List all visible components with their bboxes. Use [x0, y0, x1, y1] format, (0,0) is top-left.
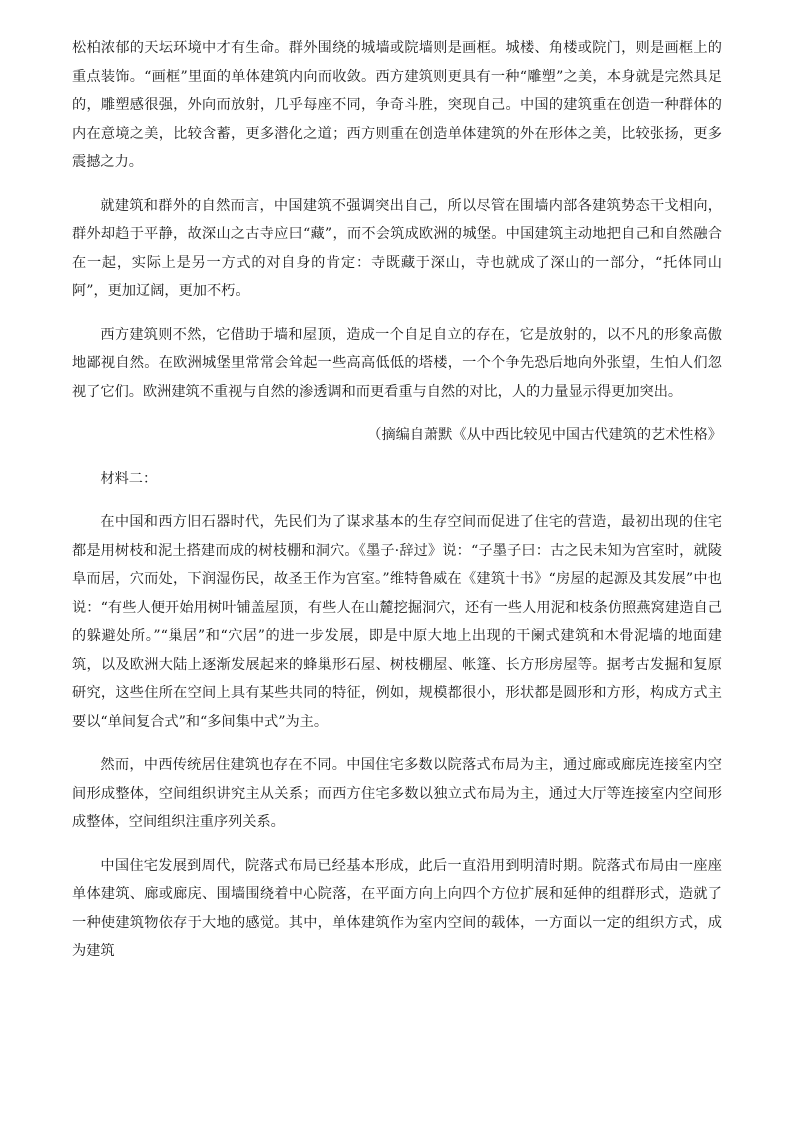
paragraph-4: 在中国和西方旧石器时代，先民们为了谋求基本的生存空间而促进了住宅的营造，最初出现的住宅都是用树枝和泥土搭建而成的树枝棚和洞穴。《墨子·辞过》说：“子墨子曰：古之民未知为宫室时，就陵阜而居，穴而处，下润湿伤民，故圣王作为宫室。”维特鲁威在《建筑十书》“房屋的起源及其发展”中也说：“有些人便开始用树叶铺盖屋顶，有些人在山麓挖掘洞穴，还有一些人用泥和枝条仿照燕窝建造自己的躲避处所。”“巢居”和“穴居”的进一步发展，即是中原大地上出现的干阑式建筑和木骨泥墙的地面建筑，以及欧洲大陆上逐渐发展起来的蜂巢形石屋、树枝棚屋、帐篷、长方形房屋等。据考古发掘和复原研究，这些住所在空间上具有某些共同的特征，例如，规模都很小，形状都是圆形和方形，构成方式主要以“单间复合式”和“多间集中式”为主。 [72, 514, 722, 730]
paragraph-1: 松柏浓郁的天坛环境中才有生命。群外围绕的城墙或院墙则是画框。城楼、角楼或院门，则是画框上的重点装饰。“画框”里面的单体建筑内向而收敛。西方建筑则更具有一种“雕塑”之美，本身就是完然具足的，雕塑感很强，外向而放射，几乎每座不同，争奇斗胜，突现自己。中国的建筑重在创造一种群体的内在意境之美，比较含蓄，更多潜化之道；西方则重在创造单体建筑的外在形体之美，比较张扬，更多震撼之力。 [72, 40, 722, 170]
paragraph-6: 中国住宅发展到周代，院落式布局已经基本形成，此后一直沿用到明清时期。院落式布局由一座座单体建筑、廊或廊庑、围墙围绕着中心院落，在平面方向上向四个方位扩展和延伸的组群形式，造就了一种使建筑物依存于大地的感觉。其中，单体建筑作为室内空间的载体，一方面以一定的组织方式，成为建筑 [72, 857, 722, 959]
source-citation: （摘编自萧默《从中西比较见中国古代建筑的艺术性格》 [367, 427, 722, 443]
paragraph-5: 然而，中西传统居住建筑也存在不同。中国住宅多数以院落式布局为主，通过廊或廊庑连接室内空间形成整体，空间组织讲究主从关系；而西方住宅多数以独立式布局为主，通过大厅等连接室内空间形成整体，空间组织注重序列关系。 [72, 757, 722, 830]
paragraph-3: 西方建筑则不然，它借助于墙和屋顶，造成一个自足自立的存在，它是放射的，以不凡的形象高傲地鄙视自然。在欧洲城堡里常常会耸起一些高高低低的塔楼，一个个争先恐后地向外张望，生怕人们忽视了它们。欧洲建筑不重视与自然的渗透调和而更看重与自然的对比，人的力量显示得更加突出。 [72, 326, 722, 400]
paragraph-2: 就建筑和群外的自然而言，中国建筑不强调突出自己，所以尽管在围墙内部各建筑势态干戈相向，群外却趋于平静，故深山之古寺应曰“藏”，而不会筑成欧洲的城堡。中国建筑主动地把自己和自然融合在一起，实际上是另一方式的对自身的肯定：寺既藏于深山，寺也就成了深山的一部分，“托体同山阿”，更加辽阔，更加不朽。 [72, 197, 722, 299]
document-page [72, 34, 722, 981]
section-heading: 材料二： [100, 470, 158, 487]
